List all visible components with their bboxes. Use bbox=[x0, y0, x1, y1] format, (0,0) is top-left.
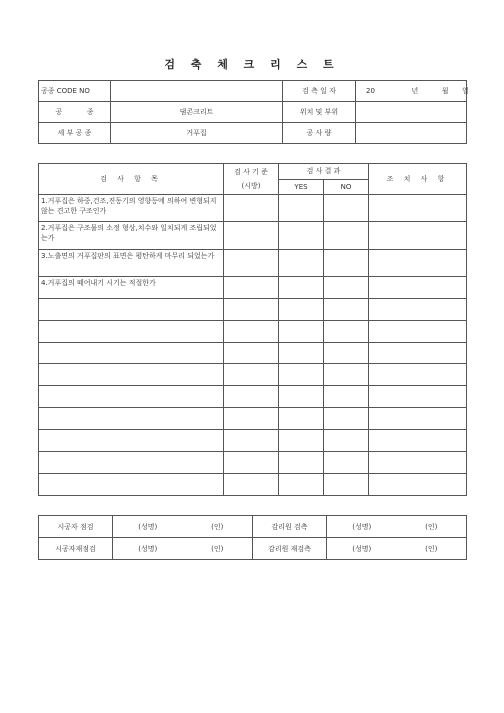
contractor-recheck-seal[interactable]: (인) bbox=[183, 538, 253, 560]
project-code-value[interactable] bbox=[111, 81, 283, 102]
no-cell[interactable] bbox=[324, 342, 369, 364]
no-cell[interactable] bbox=[324, 276, 369, 298]
detail-type-value[interactable]: 거푸집 bbox=[111, 123, 283, 144]
check-item-empty[interactable] bbox=[39, 364, 224, 386]
criteria-cell[interactable] bbox=[224, 430, 279, 452]
action-cell[interactable] bbox=[369, 430, 467, 452]
check-item-empty[interactable] bbox=[39, 320, 224, 342]
action-cell[interactable] bbox=[369, 195, 467, 222]
column-header-action: 조 치 사 항 bbox=[369, 164, 467, 195]
inspection-date-value[interactable] bbox=[356, 81, 467, 102]
date-year-unit: 년 bbox=[411, 87, 419, 95]
check-item-empty[interactable] bbox=[39, 342, 224, 364]
column-header-yes: YES bbox=[279, 179, 324, 195]
column-header-result: 검 사 결 과 bbox=[279, 164, 369, 180]
check-item: 2.거푸집은 구조물의 소정 형상,치수와 일치되게 조립되었는가 bbox=[39, 222, 224, 249]
header-info-table bbox=[38, 80, 467, 144]
checklist-table bbox=[38, 163, 467, 496]
supervisor-recheck-name[interactable]: (성명) bbox=[327, 538, 397, 560]
yes-cell[interactable] bbox=[279, 430, 324, 452]
check-item-empty[interactable] bbox=[39, 430, 224, 452]
no-cell[interactable] bbox=[324, 430, 369, 452]
contractor-recheck-name[interactable]: (성명) bbox=[113, 538, 183, 560]
no-cell[interactable] bbox=[324, 222, 369, 249]
date-year: 20 bbox=[366, 87, 375, 95]
action-cell[interactable] bbox=[369, 342, 467, 364]
no-cell[interactable] bbox=[324, 195, 369, 222]
action-cell[interactable] bbox=[369, 222, 467, 249]
work-type-value[interactable]: 댐콘크리트 bbox=[111, 102, 283, 123]
criteria-cell[interactable] bbox=[224, 195, 279, 222]
criteria-cell[interactable] bbox=[224, 364, 279, 386]
yes-cell[interactable] bbox=[279, 452, 324, 474]
detail-type-label: 세 부 공 종 bbox=[39, 123, 111, 144]
column-header-no: NO bbox=[324, 179, 369, 195]
no-cell[interactable] bbox=[324, 298, 369, 320]
criteria-cell[interactable] bbox=[224, 276, 279, 298]
yes-cell[interactable] bbox=[279, 364, 324, 386]
signature-table bbox=[38, 515, 467, 560]
criteria-cell[interactable] bbox=[224, 320, 279, 342]
check-item-empty[interactable] bbox=[39, 386, 224, 408]
supervisor-check-label: 감리원 검측 bbox=[253, 516, 327, 538]
yes-cell[interactable] bbox=[279, 249, 324, 276]
check-item: 3.노출면의 거푸집판의 표면은 평탄하게 마무리 되었는가 bbox=[39, 249, 224, 276]
yes-cell[interactable] bbox=[279, 276, 324, 298]
check-item-empty[interactable] bbox=[39, 452, 224, 474]
criteria-cell[interactable] bbox=[224, 342, 279, 364]
criteria-cell[interactable] bbox=[224, 452, 279, 474]
criteria-label-line2: (시방) bbox=[241, 182, 261, 191]
inspection-date-label: 검 측 일 자 bbox=[283, 81, 356, 102]
supervisor-check-seal[interactable]: (인) bbox=[397, 516, 467, 538]
criteria-cell[interactable] bbox=[224, 222, 279, 249]
no-cell[interactable] bbox=[324, 320, 369, 342]
criteria-cell[interactable] bbox=[224, 408, 279, 430]
contractor-check-name[interactable]: (성명) bbox=[113, 516, 183, 538]
check-item-empty[interactable] bbox=[39, 474, 224, 496]
no-cell[interactable] bbox=[324, 364, 369, 386]
location-value[interactable] bbox=[356, 102, 467, 123]
action-cell[interactable] bbox=[369, 276, 467, 298]
yes-cell[interactable] bbox=[279, 195, 324, 222]
check-item-empty[interactable] bbox=[39, 298, 224, 320]
date-month-unit: 월 bbox=[441, 87, 449, 95]
project-code-label: 공종 CODE NO bbox=[39, 81, 111, 102]
contractor-check-seal[interactable]: (인) bbox=[183, 516, 253, 538]
check-item: 4.거푸집의 떼어내기 시기는 적절한가 bbox=[39, 276, 224, 298]
action-cell[interactable] bbox=[369, 320, 467, 342]
supervisor-recheck-label: 감리원 재검측 bbox=[253, 538, 327, 560]
yes-cell[interactable] bbox=[279, 298, 324, 320]
no-cell[interactable] bbox=[324, 408, 369, 430]
action-cell[interactable] bbox=[369, 474, 467, 496]
page-title: 검 축 체 크 리 스 트 bbox=[164, 58, 340, 71]
quantity-label: 공 사 량 bbox=[283, 123, 356, 144]
no-cell[interactable] bbox=[324, 474, 369, 496]
quantity-value[interactable] bbox=[356, 123, 467, 144]
action-cell[interactable] bbox=[369, 364, 467, 386]
supervisor-recheck-seal[interactable]: (인) bbox=[397, 538, 467, 560]
criteria-label-line1: 검 사 기 준 bbox=[234, 168, 268, 177]
check-item-empty[interactable] bbox=[39, 408, 224, 430]
check-item: 1.거푸집은 하중,건조,진동기의 영향등에 의하여 변형되지 않는 견고한 구조인가 bbox=[39, 195, 224, 222]
action-cell[interactable] bbox=[369, 452, 467, 474]
criteria-cell[interactable] bbox=[224, 249, 279, 276]
no-cell[interactable] bbox=[324, 249, 369, 276]
contractor-check-label: 시공자 점검 bbox=[39, 516, 113, 538]
date-day-unit: 일 bbox=[461, 87, 469, 95]
yes-cell[interactable] bbox=[279, 222, 324, 249]
work-type-label: 공 종 bbox=[39, 102, 111, 123]
column-header-criteria bbox=[224, 164, 279, 195]
criteria-cell[interactable] bbox=[224, 386, 279, 408]
yes-cell[interactable] bbox=[279, 386, 324, 408]
criteria-cell[interactable] bbox=[224, 298, 279, 320]
criteria-cell[interactable] bbox=[224, 474, 279, 496]
no-cell[interactable] bbox=[324, 386, 369, 408]
action-cell[interactable] bbox=[369, 249, 467, 276]
yes-cell[interactable] bbox=[279, 342, 324, 364]
contractor-recheck-label: 시공자재점검 bbox=[39, 538, 113, 560]
action-cell[interactable] bbox=[369, 298, 467, 320]
action-cell[interactable] bbox=[369, 386, 467, 408]
column-header-item: 검 사 항 목 bbox=[39, 164, 224, 195]
location-label: 위치 및 부위 bbox=[283, 102, 356, 123]
yes-cell[interactable] bbox=[279, 320, 324, 342]
yes-cell[interactable] bbox=[279, 408, 324, 430]
action-cell[interactable] bbox=[369, 408, 467, 430]
yes-cell[interactable] bbox=[279, 474, 324, 496]
supervisor-check-name[interactable]: (성명) bbox=[327, 516, 397, 538]
no-cell[interactable] bbox=[324, 452, 369, 474]
